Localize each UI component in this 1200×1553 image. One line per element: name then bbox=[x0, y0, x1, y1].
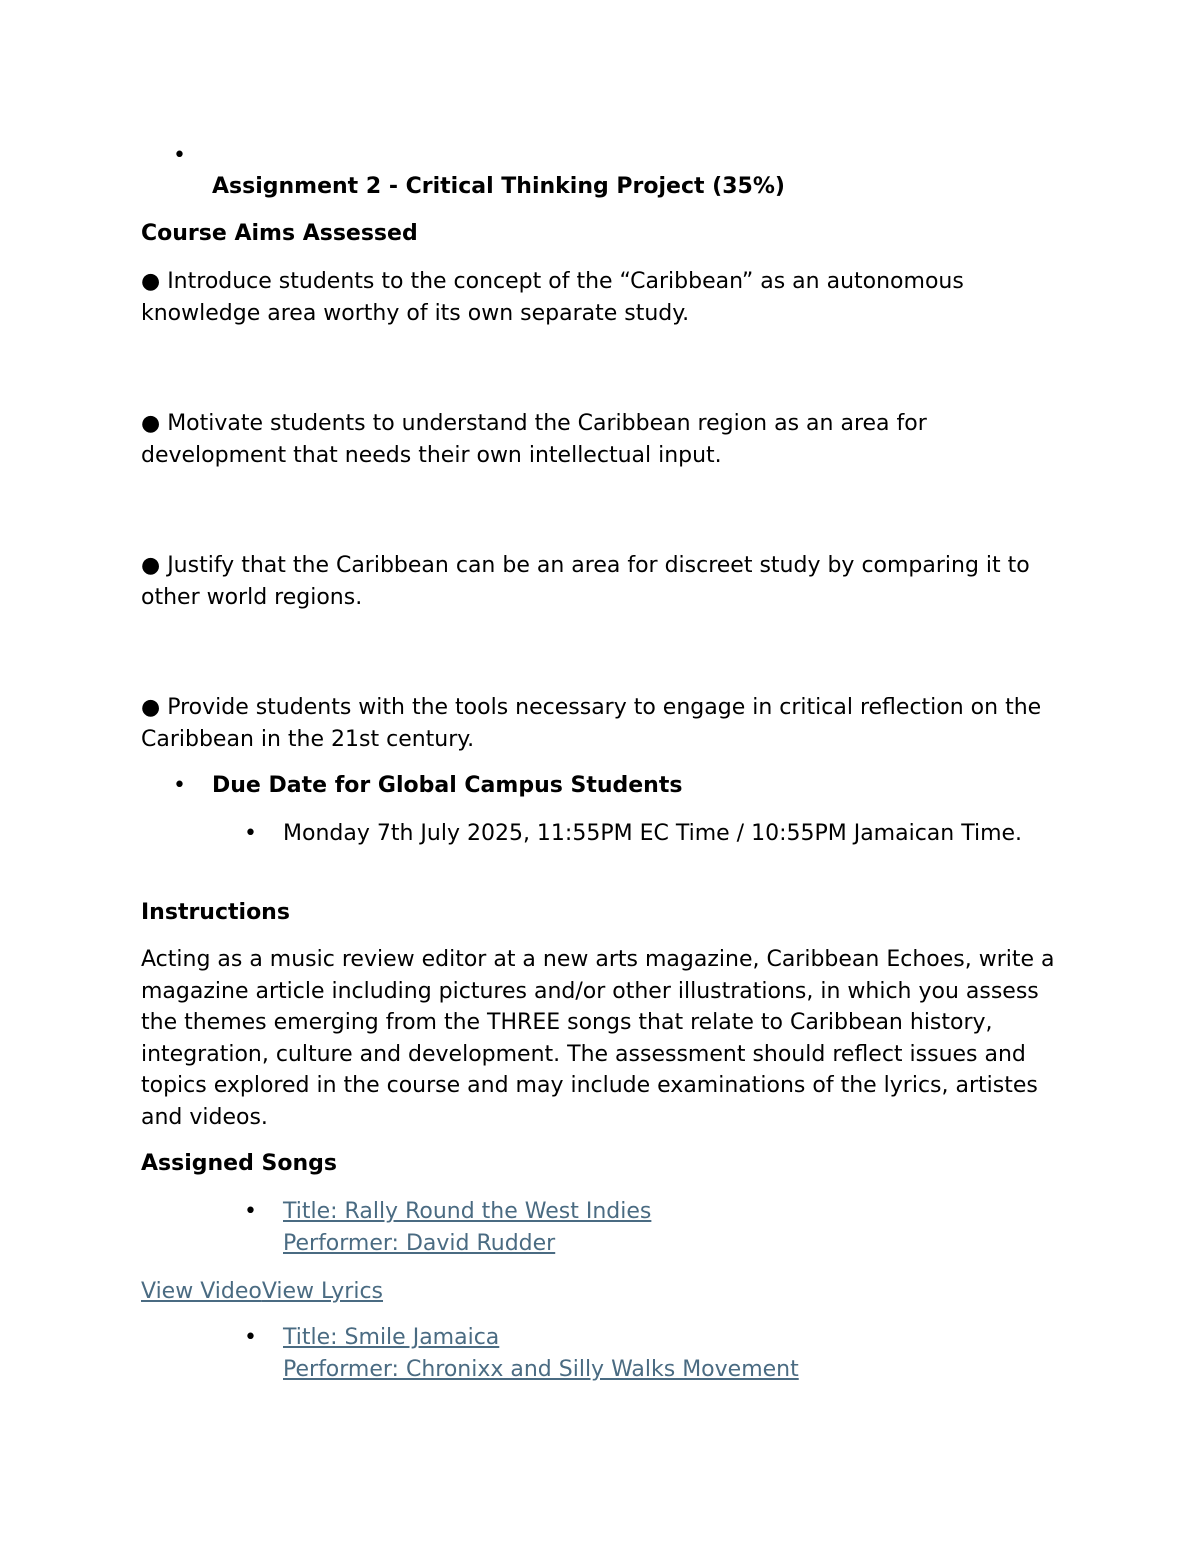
aim-bullet-icon: ● bbox=[141, 269, 161, 294]
bullet-icon: • bbox=[244, 1199, 257, 1224]
empty-bullet: • bbox=[173, 143, 186, 168]
song-item bbox=[283, 1322, 1083, 1385]
aim-bullet-icon: ● bbox=[141, 411, 161, 436]
instructions-body: Acting as a music review editor at a new arts magazine, Caribbean Echoes, write a magazine article including pictures and/or other illustrations, in which you assess the themes emerging from the THREE songs that relate to Caribbean history, integration, culture and development. The assessment should reflect issues and topics explored in the course and may include examinations of the lyrics, artistes and videos. bbox=[141, 947, 1055, 1130]
due-date-detail: Monday 7th July 2025, 11:55PM EC Time / 10:55PM Jamaican Time. bbox=[283, 821, 1023, 846]
aim-bullet-icon: ● bbox=[141, 695, 161, 720]
view-lyrics-link[interactable]: View Lyrics bbox=[261, 1279, 384, 1304]
media-links bbox=[141, 1276, 383, 1308]
song-title-link[interactable]: Title: Rally Round the West Indies bbox=[283, 1199, 652, 1224]
aim-item bbox=[141, 692, 1071, 755]
page-title: Assignment 2 - Critical Thinking Project (35%) bbox=[212, 174, 785, 199]
song-performer-link[interactable]: Performer: Chronixx and Silly Walks Movement bbox=[283, 1356, 799, 1382]
aim-bullet-icon: ● bbox=[141, 553, 161, 578]
aim-item bbox=[141, 550, 1071, 613]
aim-text: Provide students with the tools necessary to engage in critical reflection on the Caribbean in the 21st century. bbox=[141, 695, 1042, 752]
aim-text: Motivate students to understand the Caribbean region as an area for development that needs their own intellectual input. bbox=[141, 411, 927, 468]
bullet-icon: • bbox=[173, 773, 186, 798]
song-title-link[interactable]: Title: Smile Jamaica bbox=[283, 1325, 500, 1350]
song-performer-link[interactable]: Performer: David Rudder bbox=[283, 1230, 556, 1256]
song-item bbox=[283, 1196, 1083, 1259]
bullet-icon: • bbox=[244, 1325, 257, 1350]
aim-item bbox=[141, 266, 1071, 329]
assigned-songs-heading: Assigned Songs bbox=[141, 1151, 337, 1176]
view-video-link[interactable]: View Video bbox=[141, 1279, 262, 1304]
course-aims-heading: Course Aims Assessed bbox=[141, 221, 418, 246]
bullet-icon: • bbox=[244, 821, 257, 846]
instructions-heading: Instructions bbox=[141, 900, 290, 925]
aim-text: Justify that the Caribbean can be an area for discreet study by comparing it to other world regions. bbox=[141, 553, 1030, 610]
aim-text: Introduce students to the concept of the “Caribbean” as an autonomous knowledge area worthy of its own separate study. bbox=[141, 269, 964, 326]
aim-item bbox=[141, 408, 1071, 471]
due-date-heading: Due Date for Global Campus Students bbox=[212, 773, 683, 798]
